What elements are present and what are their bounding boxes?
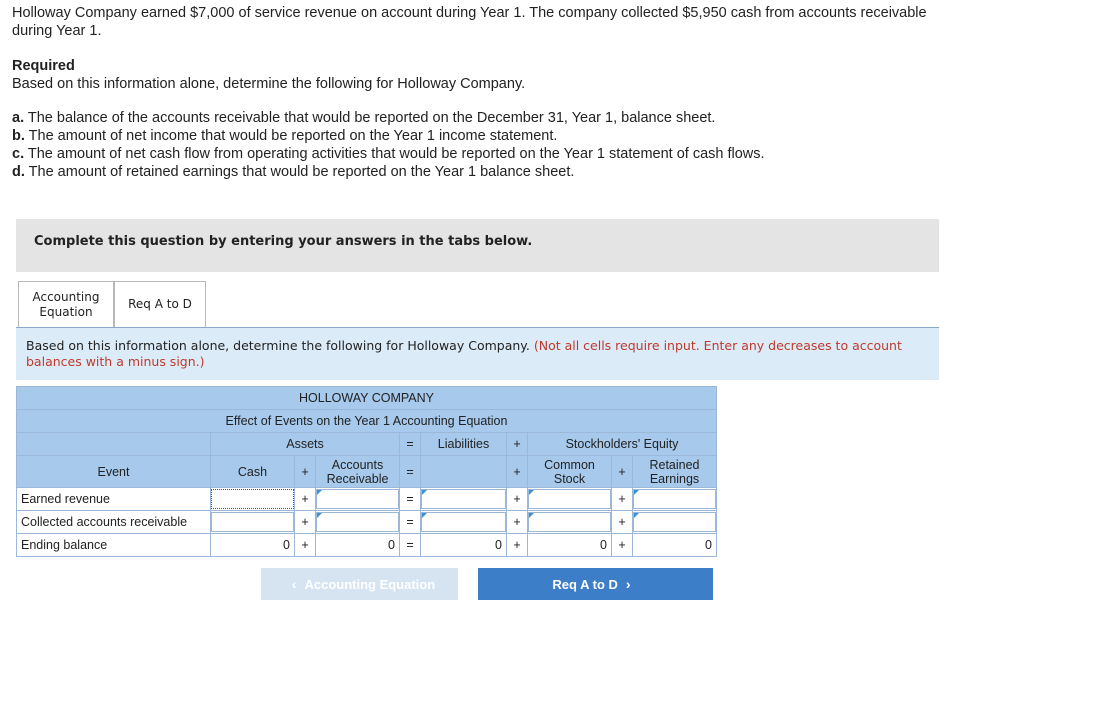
required-parts [12, 109, 765, 181]
part-c: c. The amount of net cash flow from operating activities that would be reported on the Year 1 statement of cash flows. [12, 146, 765, 162]
required-heading: Required [12, 58, 75, 74]
cash-header: Cash [211, 456, 295, 488]
part-b: b. The amount of net income that would be reported on the Year 1 income statement. [12, 128, 558, 144]
required-text: Based on this information alone, determine the following for Holloway Company. [12, 76, 526, 92]
ending-balance-row [17, 534, 717, 557]
ar-input-cell[interactable] [316, 511, 400, 534]
common-stock-input[interactable] [528, 489, 611, 509]
input-flag-icon [317, 490, 322, 495]
equals-sign: = [400, 511, 421, 534]
input-flag-icon [317, 513, 322, 518]
retained-earnings-input[interactable] [633, 512, 716, 532]
input-flag-icon [529, 513, 534, 518]
ar-header: Accounts Receivable [316, 456, 400, 488]
equals-sign: = [400, 433, 421, 456]
liabilities-input-cell[interactable] [421, 511, 507, 534]
ending-cash: 0 [211, 534, 295, 557]
event-label: Collected accounts receivable [17, 511, 211, 534]
ending-liabilities: 0 [421, 534, 507, 557]
blank-header [17, 433, 211, 456]
equals-sign: = [400, 456, 421, 488]
instructions-note: (Not all cells require input. Enter any decreases to account balances with a minus sign.) [26, 338, 902, 369]
cs-input-cell[interactable] [528, 511, 612, 534]
table-row [17, 488, 717, 511]
chevron-right-icon: › [625, 576, 631, 592]
liabilities-header: Liabilities [421, 433, 507, 456]
retained-earnings-input[interactable] [633, 489, 716, 509]
ar-input[interactable] [316, 489, 399, 509]
equity-header: Stockholders' Equity [528, 433, 717, 456]
input-flag-icon [529, 490, 534, 495]
input-flag-icon [422, 513, 427, 518]
part-a: a. The balance of the accounts receivable that would be reported on the December 31, Year 1, balance sheet. [12, 110, 716, 126]
input-flag-icon [634, 490, 639, 495]
tab-req-a-to-d[interactable]: Req A to D [114, 281, 206, 327]
cs-input-cell[interactable] [528, 488, 612, 511]
accounting-equation-table [16, 386, 717, 557]
cash-input[interactable] [211, 512, 294, 532]
liabilities-input[interactable] [421, 512, 506, 532]
ending-balance-label: Ending balance [17, 534, 211, 557]
plus-sign: + [507, 456, 528, 488]
ending-ar: 0 [316, 534, 400, 557]
cash-input[interactable] [211, 489, 294, 509]
chevron-left-icon: ‹ [291, 576, 297, 592]
tab-accounting-equation[interactable]: Accounting Equation [18, 281, 114, 328]
prev-button-label: Accounting Equation [304, 576, 436, 592]
plus-sign: + [612, 534, 633, 557]
plus-sign: + [295, 511, 316, 534]
company-name: HOLLOWAY COMPANY [17, 387, 717, 410]
liabilities-input[interactable] [421, 489, 506, 509]
plus-sign: + [507, 433, 528, 456]
liabilities-col-header [421, 456, 507, 488]
next-button-label: Req A to D [552, 576, 618, 592]
re-input-cell[interactable] [633, 511, 717, 534]
table-subtitle: Effect of Events on the Year 1 Accounting Equation [17, 410, 717, 433]
assets-header: Assets [211, 433, 400, 456]
plus-sign: + [612, 488, 633, 511]
plus-sign: + [295, 488, 316, 511]
plus-sign: + [507, 511, 528, 534]
next-tab-button[interactable] [478, 568, 713, 600]
ar-input[interactable] [316, 512, 399, 532]
equals-sign: = [400, 534, 421, 557]
banner-text: Complete this question by entering your answers in the tabs below. [34, 234, 533, 249]
re-input-cell[interactable] [633, 488, 717, 511]
input-flag-icon [634, 513, 639, 518]
plus-sign: + [295, 534, 316, 557]
ar-input-cell[interactable] [316, 488, 400, 511]
instructions-box [16, 328, 939, 380]
plus-sign: + [612, 511, 633, 534]
input-flag-icon [422, 490, 427, 495]
liabilities-input-cell[interactable] [421, 488, 507, 511]
common-stock-input[interactable] [528, 512, 611, 532]
event-label: Earned revenue [17, 488, 211, 511]
instruction-banner [16, 219, 939, 272]
problem-intro: Holloway Company earned $7,000 of service revenue on account during Year 1. The company collected $5,950 cash from accounts receivable during Year 1. [12, 5, 927, 39]
retained-earnings-header: Retained Earnings [633, 456, 717, 488]
plus-sign: + [507, 488, 528, 511]
event-header: Event [17, 456, 211, 488]
common-stock-header: Common Stock [528, 456, 612, 488]
equals-sign: = [400, 488, 421, 511]
cash-input-cell[interactable] [211, 511, 295, 534]
table-row [17, 511, 717, 534]
prev-tab-button[interactable] [261, 568, 458, 600]
plus-sign: + [295, 456, 316, 488]
instructions-main: Based on this information alone, determine the following for Holloway Company. [26, 338, 534, 353]
plus-sign: + [612, 456, 633, 488]
ending-retained-earnings: 0 [633, 534, 717, 557]
cash-input-cell[interactable] [211, 488, 295, 511]
ending-common-stock: 0 [528, 534, 612, 557]
plus-sign: + [507, 534, 528, 557]
part-d: d. The amount of retained earnings that would be reported on the Year 1 balance sheet. [12, 164, 575, 180]
